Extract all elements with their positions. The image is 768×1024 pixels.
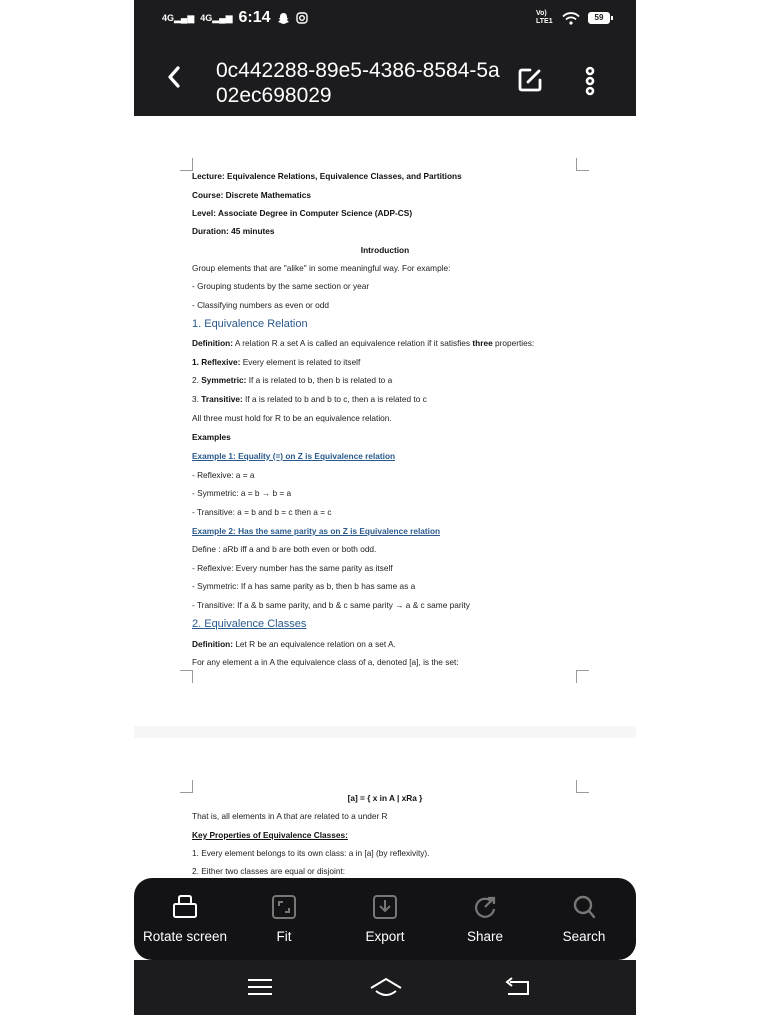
share-icon (470, 892, 500, 922)
export-button[interactable] (332, 878, 438, 960)
fit-button[interactable] (236, 878, 332, 960)
property-symmetric (192, 375, 392, 385)
sim1-signal-icon: 4G▂▄▆ (162, 12, 195, 23)
search-button[interactable] (532, 878, 636, 960)
document-title: 0c442288-89e5-4386-8584-5a02ec698029 (216, 59, 500, 107)
definition-end: properties: (492, 338, 535, 348)
property-reflexive (192, 357, 360, 367)
page-corner-mark (576, 780, 589, 793)
symmetric-text: If a is related to b, then b is related to a (246, 375, 393, 385)
symmetric-label: Symmetric: (201, 375, 247, 385)
class-formula: [a] = { x in A | xRa } (347, 793, 423, 803)
search-label: Search (562, 929, 606, 944)
page-corner-mark (576, 670, 589, 683)
page-corner-mark (180, 780, 193, 793)
level-line: Level: Associate Degree in Computer Science (ADP-CS) (192, 208, 413, 218)
that-is-text: That is, all elements in A that are related to a under R (192, 811, 388, 821)
fit-icon (269, 892, 299, 922)
definition2-label: Definition: (192, 639, 234, 649)
transitive-number: 3. (192, 394, 202, 404)
definition-three: three (472, 338, 493, 348)
example2-reflexive: - Reflexive: Every number has the same parity as itself (192, 563, 393, 573)
page-corner-mark (576, 158, 589, 171)
more-vertical-icon[interactable] (580, 66, 600, 96)
rotate-screen-icon (170, 892, 200, 922)
search-icon (569, 892, 599, 922)
rotate-screen-label: Rotate screen (142, 929, 228, 944)
bottom-toolbar (134, 878, 636, 960)
example2-heading: Example 2: Has the same parity as on Z is Equivalence relation (192, 526, 441, 536)
definition2-text: Let R be an equivalence relation on a set A. (233, 639, 396, 649)
menu-icon[interactable] (245, 974, 275, 1000)
duration-line: Duration: 45 minutes (192, 226, 275, 236)
definition-text: A relation R a set A is called an equivalence relation if it satisfies (233, 338, 473, 348)
intro-item: - Grouping students by the same section or year (192, 281, 370, 291)
document-page-1[interactable] (134, 116, 636, 726)
intro-heading: Introduction (360, 245, 410, 255)
page-corner-mark (180, 670, 193, 683)
export-label: Export (365, 929, 405, 944)
definition2-line (192, 639, 396, 649)
fit-label: Fit (276, 929, 292, 944)
transitive-text: If a is related to b and b to c, then a is related to c (242, 394, 427, 404)
share-label: Share (466, 929, 504, 944)
back-nav-icon[interactable] (502, 974, 532, 1000)
example2-define: Define : aRb iff a and b are both even or both odd. (192, 544, 377, 554)
section-heading-equivalence-classes: 2. Equivalence Classes (192, 618, 307, 630)
lecture-line: Lecture: Equivalence Relations, Equivalence Classes, and Partitions (192, 171, 462, 181)
examples-heading: Examples (192, 432, 231, 442)
definition-line (192, 338, 534, 348)
phone-screen (134, 0, 636, 1015)
export-icon (370, 892, 400, 922)
status-right (536, 10, 610, 26)
definition-label: Definition: (192, 338, 234, 348)
example1-heading: Example 1: Equality (=) on Z is Equivalence relation (192, 451, 396, 461)
example1-reflexive: - Reflexive: a = a (192, 470, 255, 480)
status-left (162, 9, 308, 27)
all-three-text: All three must hold for R to be an equivalence relation. (192, 413, 392, 423)
sim2-signal-icon: 4G▂▄▆ (200, 12, 233, 23)
rotate-screen-button[interactable] (134, 878, 236, 960)
example1-transitive: - Transitive: a = b and b = c then a = c (192, 507, 332, 517)
example2-symmetric: - Symmetric: If a has same parity as b, then b has same as a (192, 581, 416, 591)
share-button[interactable] (438, 878, 532, 960)
volte-icon: Vo) LTE1 (536, 10, 553, 25)
reflexive-label: 1. Reflexive: (192, 357, 241, 367)
app-header (134, 38, 636, 116)
status-time: 6:14 (238, 9, 271, 26)
back-arrow-icon[interactable] (160, 62, 190, 92)
reflexive-text: Every element is related to itself (240, 357, 361, 367)
system-navigation-bar (134, 960, 636, 1015)
edit-icon[interactable] (516, 66, 544, 94)
intro-item: - Classifying numbers as even or odd (192, 300, 329, 310)
intro-text: Group elements that are "alike" in some meaningful way. For example: (192, 263, 451, 273)
instagram-notification-icon (296, 12, 308, 24)
home-icon[interactable] (368, 974, 404, 1000)
key-property-1: 1. Every element belongs to its own class: a in [a] (by reflexivity). (192, 848, 430, 858)
key-property-2: 2. Either two classes are equal or disjoint: (192, 866, 346, 876)
section-heading-equivalence-relation: 1. Equivalence Relation (192, 318, 308, 330)
wifi-icon (562, 12, 580, 25)
class-text: For any element a in A the equivalence class of a, denoted [a], is the set: (192, 657, 459, 667)
snapchat-notification-icon (277, 12, 290, 25)
battery-icon: 59 (588, 12, 610, 24)
property-transitive (192, 394, 427, 404)
symmetric-number: 2. (192, 375, 202, 385)
course-line: Course: Discrete Mathematics (192, 190, 311, 200)
transitive-label: Transitive: (201, 394, 243, 404)
status-bar (134, 0, 636, 38)
page-corner-mark (180, 158, 193, 171)
example1-symmetric: - Symmetric: a = b → b = a (192, 488, 292, 498)
example2-transitive: - Transitive: If a & b same parity, and b & c same parity → a & c same parity (192, 600, 470, 610)
key-properties-heading: Key Properties of Equivalence Classes: (192, 830, 348, 840)
